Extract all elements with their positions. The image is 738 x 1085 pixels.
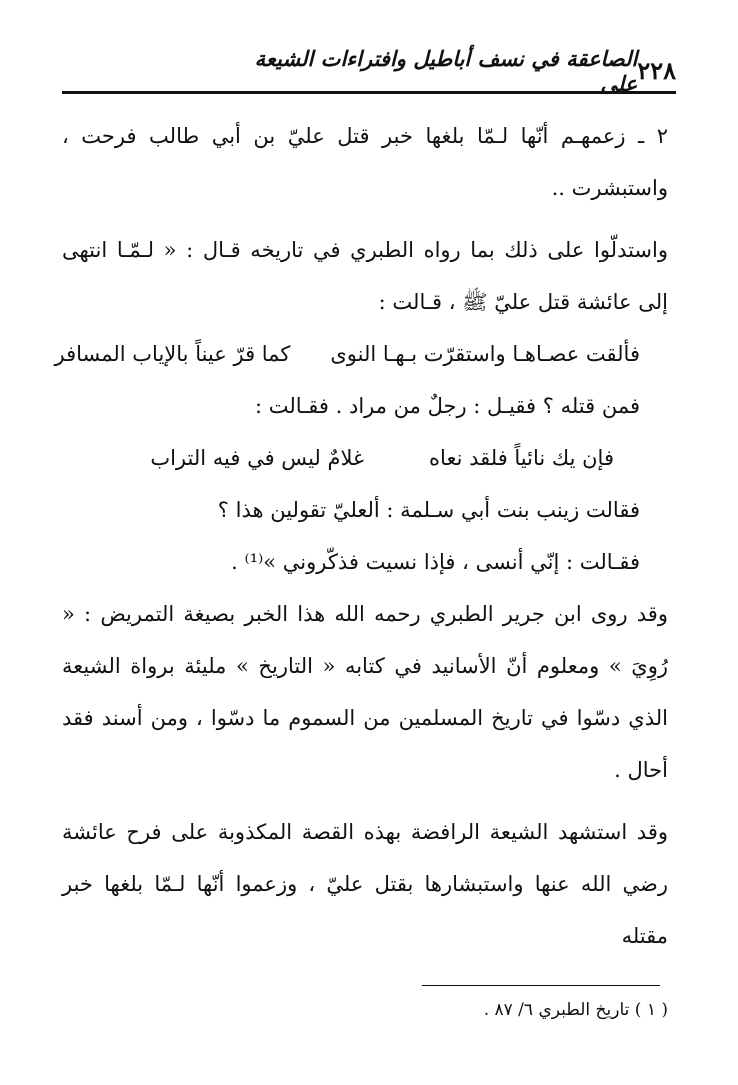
verse-hemistich: كما قرّ عيناً بالإياب المسافر (54, 342, 291, 366)
narration-line: فمن قتله ؟ فقيـل : رجلٌ من مراد . فقـالت : (254, 394, 640, 418)
page-header (62, 45, 676, 96)
verse-line (62, 432, 668, 484)
verse-hemistich: فألقت عصـاهـا واستقرّت بـهـا النوى (330, 342, 640, 366)
verse-hemistich: فإن يك نائياً فلقد نعاه (429, 446, 614, 470)
running-title: الصاعقة في نسف أباطيل وافتراءات الشيعة على (254, 45, 638, 96)
footnote: ( ١ ) تاريخ الطبري ٦/ ٨٧ . (483, 1000, 668, 1020)
verse-line (54, 328, 668, 380)
footnote-separator (422, 985, 660, 986)
text-line (62, 380, 668, 432)
paragraph-claim: ٢ ـ زعمهـم أنّها لـمّا بلغها خبر قتل عليّ بن أبي طالب فرحت ، واستبشرت .. (62, 124, 668, 200)
text-line (62, 536, 668, 588)
paragraph-commentary: وقد روى ابن جرير الطبري رحمه الله هذا الخبر بصيغة التمريض : « رُوِيَ » ومعلوم أنّ الأسانيد في كتابه « التاريخ » مليئة برواة الشيعة الذي دسّوا في تاريخ المسلمين من السموم ما دسّوا ، ومن أسند فقد أحال . (62, 602, 668, 782)
paragraph-evidence: واستدلّوا على ذلك بما رواه الطبري في تاريخه قـال : « لـمّـا انتهى إلى عائشة قتل عليّ ﷺ ، قـالت : (62, 238, 668, 314)
main-text (54, 110, 668, 962)
page-number: ٢٢٨ (637, 56, 676, 85)
narration-line: فقالت زينب بنت أبي سـلمة : ألعليّ تقولين هذا ؟ (217, 498, 640, 522)
verse-hemistich: غلامٌ ليس في فيه التراب (150, 446, 364, 470)
text-line (62, 484, 668, 536)
paragraph-commentary: وقد استشهد الشيعة الرافضة بهذه القصة المكذوبة على فرح عائشة رضي الله عنها واستبشارها بقتل عليّ ، وزعموا أنّها لـمّا بلغها خبر مقتله (62, 820, 668, 948)
narration-line: فقـالت : إنّي أنسى ، فإذا نسيت فذكّروني »⁽¹⁾ . (231, 550, 640, 574)
